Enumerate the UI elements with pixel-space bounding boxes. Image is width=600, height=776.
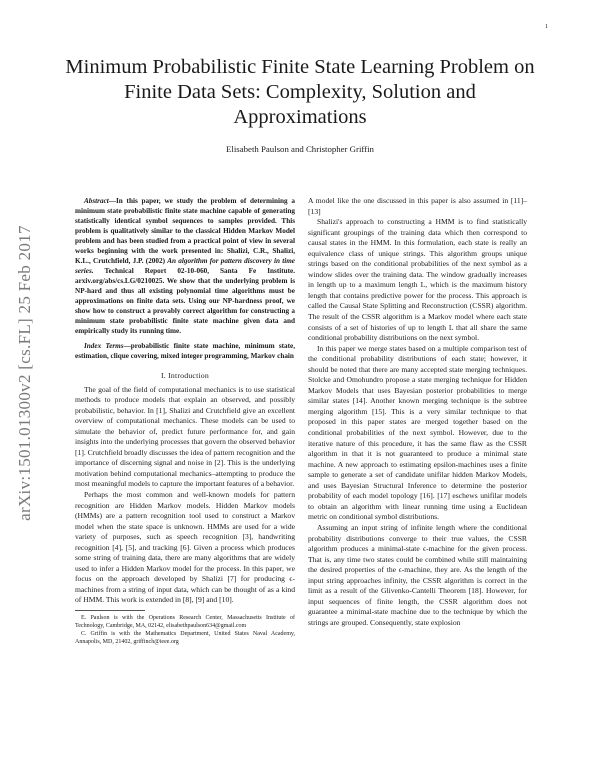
arxiv-id: arXiv:1501.01300v2 [cs.FL] 25 Feb 2017 (15, 225, 34, 521)
arxiv-stamp (16, 183, 34, 563)
abstract-label: Abstract (84, 197, 109, 205)
body-paragraph: Shalizi's approach to constructing a HMM is to find statistically significant groupings of the training data which then correspond to causal states in the HMM. In this formulation, each state is really an equivalence class of unique strings. This algorithm groups unique strings based on the conditional probabilities of the next symbol as a window slides over the training data. The window gradually increases in length up to a maximum length L, which is the maximum history length that contains predictive power for the process. This approach is called the Causal State Splitting and Reconstruction (CSSR) algorithm. The result of the CSSR algorithm is a Markov model where each state consists of a set of histories of up to length L that all share the same conditional probability distributions on the next symbol. (308, 217, 527, 343)
abstract-text-a: —In this paper, we study the problem of determining a minimum state probabilistic finite state machine capable of generating statistically identical symbol sequences to samples provided. This problem is qualitatively similar to the classical Hidden Markov Model problem and has been studied from a practical point of view in several works beginning with the work presented in: Shalizi, C.R., Shalizi, K.L., Crutchfield, J.P. (2002) (75, 197, 295, 265)
paper-title: Minimum Probabilistic Finite State Learning Problem on Finite Data Sets: Complexity, Solution and Approximations (65, 56, 535, 128)
abstract-cited-title: An algorithm for pattern discovery in time series. (75, 257, 295, 275)
section-heading: I. Introduction (160, 371, 210, 380)
footnote-divider (75, 610, 145, 611)
index-terms (75, 341, 295, 361)
intro-paragraph: The goal of the field of computational mechanics is to use statistical methods to produce models that explain an observed, and possibly probabilistic, behavior. In [1], Shalizi and Crutchfield give an excellent overview of computational mechanics. These models can be used to simulate the behavior of, predict future performance for, and gain insights into the underlying processes that govern the observed behavior [1]. Crutchfield broadly discusses the idea of pattern recognition and the importance of discerning signal and noise in [2]. This is the underlying motivation behind computational mechanics–attempting to produce the most meaningful models to capture the important features of a behavior. (75, 384, 295, 489)
page-number: 1 (545, 24, 548, 30)
paper-authors: Elisabeth Paulson and Christopher Griffin (226, 144, 374, 154)
left-column (75, 196, 295, 646)
abstract-text-b: Technical Report 02-10-060, Santa Fe Institute. arxiv.org/abs/cs.LG/0210025. We show that the underlying problem is NP-hard and thus all existing polynomial time algorithms must be approximations on finite data sets. Using our NP-hardness proof, we show how to construct a provably correct algorithm for constructing a minimum state probabilistic finite state machine given data and empirically study its running time. (75, 267, 295, 335)
body-paragraph: In this paper we merge states based on a multiple comparison test of the conditional probability distributions of each state; however, it should be noted that there are many accepted state merging techniques. Stolcke and Omohundro propose a state merging technique for Hidden Markov Models that uses Bayesian posterior probabilities to merge similar states [14]. Another known merging technique is the subtree merging algorithm [15]. This is a very similar technique to that proposed in this paper states are merged together based on the conditional probabilities of the next symbol. However, due to the iterative nature of this procedure, it has the same flaw as the CSSR algorithm in that it is not guaranteed to produce a minimal state machine. A new approach to estimating epsilon-machines uses a finite sample to generate a set of candidate unifilar hidden Markov Models, and uses Bayesian Structural Inference to determine the posterior probability of each model topology [16]. [17] eschews unifilar models to obtain an algorithm with linear running time using a Euclidean metric on conditional symbol distributions. (308, 343, 527, 522)
body-paragraph: Assuming an input string of infinite length where the conditional probability distributions converge to their true values, the CSSR algorithm produces a minimal-state ϵ-machine for the given process. That is, any time two states could be combined while still maintaining the desired properties of the ϵ-machine, they are. As the length of the input string approaches infinity, the CSSR algorithm is correct in the limit as a result of the Glivenko-Cantelli Theorem [18]. However, for input sequences of finite length, the CSSR algorithm does not guarantee a minimal-state machine due to the technique by which the strings are grouped. Consequently, state explosion (308, 522, 527, 627)
footnote: C. Griffin is with the Mathematics Department, United States Naval Academy, Annapolis, MD, 21402, griffinch@ieee.org (75, 631, 295, 646)
index-terms-text: —probabilistic finite state machine, minimum state, estimation, clique covering, mixed integer programming, Markov chain (75, 342, 296, 360)
body-paragraph: A model like the one discussed in this paper is also assumed in [11]–[13] (308, 196, 527, 216)
footnote: E. Paulson is with the Operations Research Center, Massachusetts Institute of Technology, Cambridge, MA, 02142, elisabethpaulson634@gmail.com (75, 615, 295, 630)
index-terms-label: Index Terms (84, 342, 124, 350)
right-column (308, 196, 527, 628)
footnotes (75, 614, 295, 646)
abstract (75, 196, 295, 336)
intro-paragraph: Perhaps the most common and well-known models for pattern recognition are Hidden Markov models. Hidden Markov models (HMMs) are a pattern recognition tool used to construct a Markov model when the state space is unknown. HMMs are used for a wide variety of purposes, such as speech recognition [3], handwriting recognition [4], [5], and tracking [6]. Given a process which produces some string of training data, there are many algorithms that are widely used to infer a Hidden Markov model for the process. In this paper, we focus on the approach developed by Shalizi [7] for producing ϵ-machines from a string of input data, which can be thought of as a kind of HMM. This work is extended in [8], [9] and [10]. (75, 490, 295, 605)
